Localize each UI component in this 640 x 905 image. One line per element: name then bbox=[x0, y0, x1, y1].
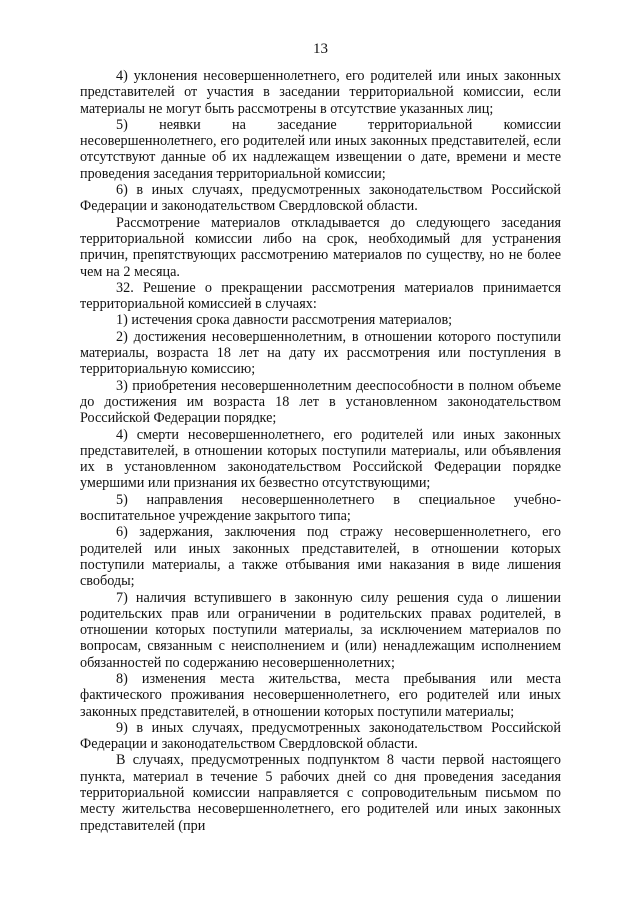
paragraph: 3) приобретения несовершеннолетним дееспособности в полном объеме до достижения им возраста 18 лет в установленном законодательством Российской Федерации порядке; bbox=[80, 377, 561, 427]
paragraph: Рассмотрение материалов откладывается до следующего заседания территориальной комиссии либо на срок, необходимый для устранения причин, препятствующих рассмотрению материалов по существу, но не более чем на 2 месяца. bbox=[80, 214, 561, 280]
paragraph: В случаях, предусмотренных подпунктом 8 части первой настоящего пункта, материал в течение 5 рабочих дней со дня проведения заседания территориальной комиссии направляется с сопроводительным письмом по месту жительства несовершеннолетнего, его родителей или иных законных представителей (при bbox=[80, 752, 561, 834]
paragraph: 6) задержания, заключения под стражу несовершеннолетнего, его родителей или иных законных представителей, в отношении которых поступили материалы, а также отбывания ими наказания в виде лишения свободы; bbox=[80, 524, 561, 590]
paragraph: 7) наличия вступившего в законную силу решения суда о лишении родительских прав или ограничении в родительских правах родителей, в отношении которых поступили материалы, за исключением материалов по вопросам, связанным с неисполнением и (или) ненадлежащим исполнением обязанностей по содержанию несовершеннолетних; bbox=[80, 589, 561, 671]
paragraph: 6) в иных случаях, предусмотренных законодательством Российской Федерации и законодательством Свердловской области. bbox=[80, 182, 561, 215]
paragraph: 9) в иных случаях, предусмотренных законодательством Российской Федерации и законодательством Свердловской области. bbox=[80, 719, 561, 753]
page-number: 13 bbox=[313, 41, 328, 57]
paragraph: 1) истечения срока давности рассмотрения материалов; bbox=[116, 312, 453, 329]
paragraph: 5) направления несовершеннолетнего в специальное учебно-воспитательное учреждение закрытого типа; bbox=[80, 491, 561, 525]
paragraph: 5) неявки на заседание территориальной комиссии несовершеннолетнего, его родителей или иных законных представителей, если отсутствуют данные об их надлежащем извещении о дате, времени и месте проведения заседания территориальной комиссии; bbox=[80, 116, 561, 182]
document-page bbox=[80, 40, 561, 834]
paragraph: 4) смерти несовершеннолетнего, его родителей или иных законных представителей, в отношении которых поступили материалы, или объявления их в установленном законодательством Российской Федерации порядке умершими или признания их безвестно отсутствующими; bbox=[80, 426, 561, 492]
paragraph: 8) изменения места жительства, места пребывания или места фактического проживания несовершеннолетнего, его родителей или иных законных представителей, в отношении которых поступили материалы; bbox=[80, 670, 561, 720]
paragraph: 4) уклонения несовершеннолетнего, его родителей или иных законных представителей от участия в заседании территориальной комиссии, если материалы не могут быть рассмотрены в отсутствие указанных лиц; bbox=[80, 68, 561, 117]
paragraph: 32. Решение о прекращении рассмотрения материалов принимается территориальной комиссией в случаях: bbox=[80, 279, 561, 313]
paragraph: 2) достижения несовершеннолетним, в отношении которого поступили материалы, возраста 18 лет на дату их рассмотрения или поступления в территориальную комиссию; bbox=[80, 328, 561, 378]
